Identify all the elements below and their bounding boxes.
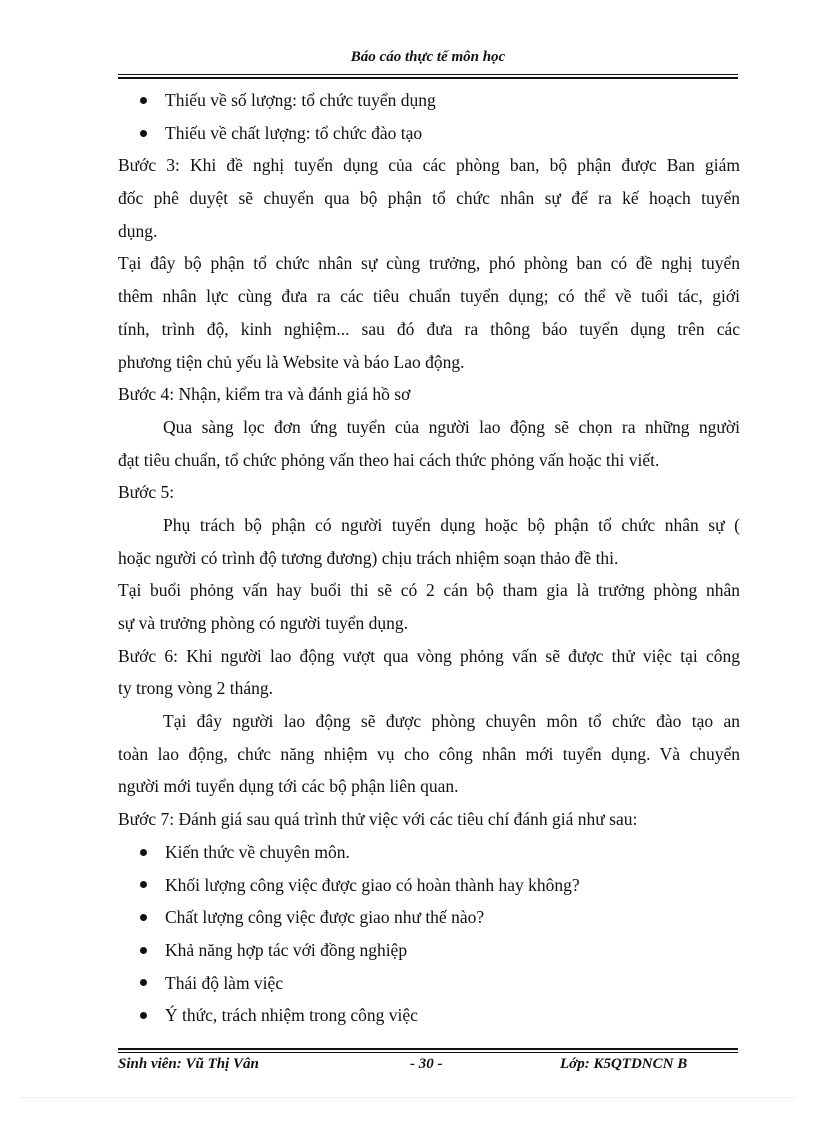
- paragraph-line: đốc phê duyệt sẽ chuyển qua bộ phận tổ chức nhân sự để ra kế hoạch tuyển: [118, 188, 740, 209]
- bullet-item: [118, 934, 740, 967]
- bottom-dotted-divider: [20, 1097, 796, 1098]
- paragraph-line: Bước 3: Khi đề nghị tuyển dụng của các phòng ban, bộ phận được Ban giám: [118, 155, 740, 176]
- paragraph-line: Bước 4: Nhận, kiểm tra và đánh giá hồ sơ: [118, 384, 411, 405]
- paragraph-line: Bước 7: Đánh giá sau quá trình thử việc với các tiêu chí đánh giá như sau:: [118, 809, 638, 830]
- bullet-item: [118, 836, 740, 869]
- paragraph-line: thêm nhân lực cùng đưa ra các tiêu chuẩn tuyển dụng; có thể về tuổi tác, giới: [118, 286, 740, 307]
- bullet-item: [118, 117, 740, 150]
- paragraph-line: Tại đây người lao động sẽ được phòng chuyên môn tổ chức đào tạo an: [163, 711, 740, 732]
- bullet-item: [118, 901, 740, 934]
- paragraph-line: Qua sàng lọc đơn ứng tuyển của người lao động sẽ chọn ra những người: [163, 416, 740, 437]
- paragraph-line: toàn lao động, chức năng nhiệm vụ cho công nhân mới tuyển dụng. Và chuyển: [118, 743, 740, 764]
- paragraph-line: Phụ trách bộ phận có người tuyển dụng hoặc bộ phận tổ chức nhân sự (: [163, 514, 740, 535]
- bullet-text: Khả năng hợp tác với đồng nghiệp: [165, 939, 408, 960]
- bullet-icon: [140, 947, 147, 954]
- bullet-item: [118, 967, 740, 1000]
- paragraph-line: Bước 5:: [118, 482, 175, 503]
- bullet-text: Khối lượng công việc được giao có hoàn thành hay không?: [165, 874, 580, 895]
- paragraph-line: ty trong vòng 2 tháng.: [118, 678, 274, 699]
- bullet-text: Kiến thức về chuyên môn.: [165, 841, 350, 862]
- footer-rule-thin: [118, 1052, 738, 1053]
- bullet-icon: [140, 914, 147, 921]
- bullet-text: Thái độ làm việc: [165, 972, 284, 993]
- header-rule-thick: [118, 77, 738, 79]
- header-title: Báo cáo thực tế môn học: [350, 49, 506, 65]
- header-rule-thin: [118, 74, 738, 75]
- paragraph-line: sự và trưởng phòng có người tuyển dụng.: [118, 613, 408, 633]
- bullet-icon: [140, 130, 147, 137]
- footer-page-number: - 30 -: [410, 1056, 443, 1072]
- footer-class: Lớp: K5QTDNCN B: [560, 1056, 688, 1072]
- bullet-text: Ý thức, trách nhiệm trong công việc: [165, 1005, 418, 1026]
- paragraph-line: tính, trình độ, kinh nghiệm... sau đó đưa ra thông báo tuyển dụng trên các: [118, 318, 740, 339]
- bullet-text: Thiếu về chất lượng: tổ chức đào tạo: [165, 122, 423, 143]
- footer-rule-thick: [118, 1048, 738, 1050]
- bullet-icon: [140, 881, 147, 888]
- document-body: [118, 84, 740, 1032]
- bullet-icon: [140, 849, 147, 856]
- footer-student: Sinh viên: Vũ Thị Vân: [118, 1056, 259, 1072]
- bullet-icon: [140, 1012, 147, 1019]
- bullet-text: Chất lượng công việc được giao như thế nào?: [165, 907, 485, 928]
- bullet-item: [118, 999, 740, 1032]
- paragraph-line: Bước 6: Khi người lao động vượt qua vòng phỏng vấn sẽ được thử việc tại công: [118, 645, 740, 666]
- footer: [118, 1056, 718, 1076]
- paragraph-line: đạt tiêu chuẩn, tổ chức phỏng vấn theo hai cách thức phỏng vấn hoặc thi viết.: [118, 449, 660, 470]
- paragraph-line: phương tiện chủ yếu là Website và báo Lao động.: [118, 351, 465, 372]
- bullet-text: Thiếu về số lượng: tổ chức tuyển dụng: [165, 90, 436, 110]
- paragraph-line: hoặc người có trình độ tương đương) chịu trách nhiệm soạn thảo đề thi.: [118, 547, 619, 568]
- bullet-icon: [140, 979, 147, 986]
- paragraph-line: Tại đây bộ phận tổ chức nhân sự cùng trưởng, phó phòng ban có đề nghị tuyển: [118, 253, 740, 274]
- bullet-item: [118, 84, 740, 117]
- paragraph-line: dụng.: [118, 220, 158, 241]
- paragraph-line: người mới tuyển dụng tới các bộ phận liên quan.: [118, 776, 459, 797]
- bullet-item: [118, 869, 740, 902]
- bullet-icon: [140, 97, 147, 104]
- paragraph-line: Tại buổi phỏng vấn hay buổi thi sẽ có 2 cán bộ tham gia là trưởng phòng nhân: [118, 580, 740, 601]
